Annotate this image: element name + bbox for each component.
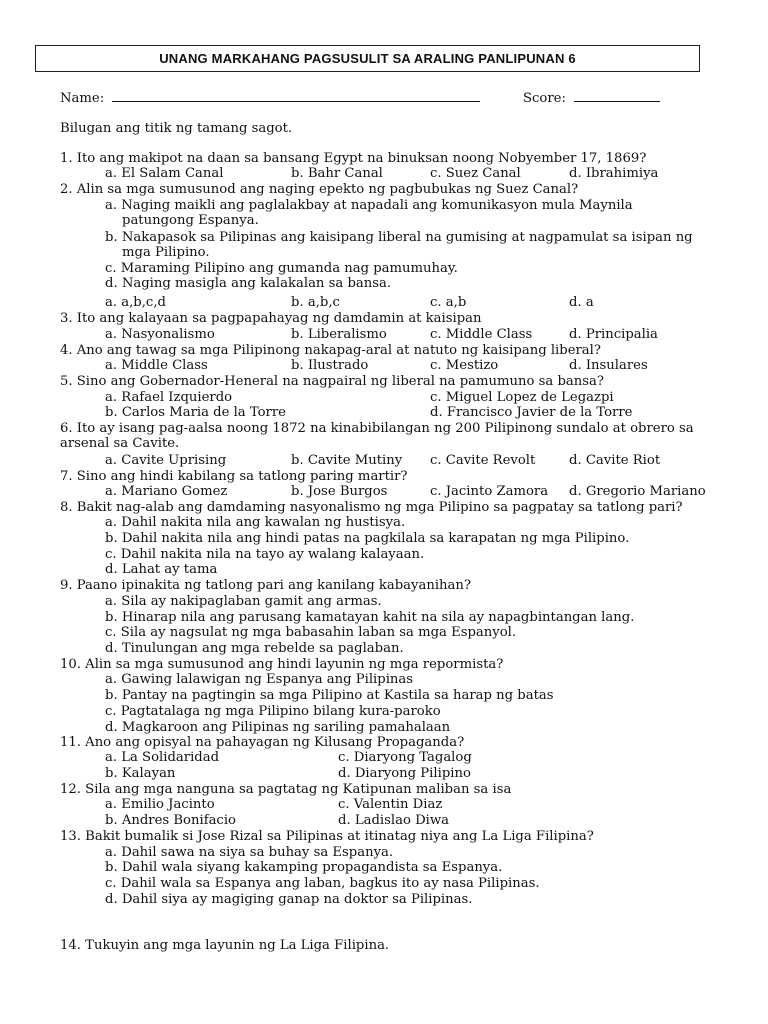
- choice-a[interactable]: a. Emilio Jacinto: [105, 797, 215, 812]
- choice-a[interactable]: a. Cavite Uprising: [105, 453, 227, 468]
- choice-b[interactable]: b. Cavite Mutiny: [291, 453, 403, 468]
- question-11: 11. Ano ang opisyal na pahayagan ng Kilusang Propaganda?: [60, 735, 465, 750]
- choice-b[interactable]: b. Ilustrado: [291, 358, 369, 373]
- choice-d[interactable]: d. Tinulungan ang mga rebelde sa paglaban.: [105, 641, 404, 656]
- option-b: b. Nakapasok sa Pilipinas ang kaisipang liberal na gumising at nagpamulat sa isipan ng: [105, 230, 693, 245]
- choice-b[interactable]: b. a,b,c: [291, 295, 340, 310]
- choice-a[interactable]: a. Gawing lalawigan ng Espanya ang Pilipinas: [105, 672, 414, 687]
- question-7: 7. Sino ang hindi kabilang sa tatlong paring martir?: [60, 469, 408, 484]
- score-blank[interactable]: [574, 89, 660, 102]
- option-d: d. Naging masigla ang kalakalan sa bansa.: [105, 276, 392, 291]
- option-a-cont: patungong Espanya.: [122, 213, 259, 228]
- choice-c[interactable]: c. Middle Class: [430, 327, 533, 342]
- choice-d[interactable]: d. Diaryong Pilipino: [338, 766, 471, 781]
- choice-d[interactable]: d. Insulares: [569, 358, 648, 373]
- choice-a[interactable]: a. La Solidaridad: [105, 750, 220, 765]
- choice-b[interactable]: b. Liberalismo: [291, 327, 387, 342]
- choice-b[interactable]: b. Dahil wala siyang kakamping propagandista sa Espanya.: [105, 860, 503, 875]
- choice-b[interactable]: b. Kalayan: [105, 766, 176, 781]
- choice-b[interactable]: b. Dahil nakita nila ang hindi patas na pagkilala sa karapatan ng mga Pilipino.: [105, 531, 630, 546]
- choice-a[interactable]: a. a,b,c,d: [105, 295, 166, 310]
- choice-d[interactable]: d. Principalia: [569, 327, 658, 342]
- choice-c[interactable]: c. Dahil nakita nila na tayo ay walang kalayaan.: [105, 547, 425, 562]
- instruction: Bilugan ang titik ng tamang sagot.: [60, 121, 293, 136]
- choice-b[interactable]: b. Jose Burgos: [291, 484, 388, 499]
- question-6: 6. Ito ay isang pag-aalsa noong 1872 na kinabibilangan ng 200 Pilipinong sundalo at obrero sa: [60, 421, 694, 436]
- choice-a[interactable]: a. Sila ay nakipaglaban gamit ang armas.: [105, 594, 382, 609]
- option-b-cont: mga Pilipino.: [122, 245, 210, 260]
- question-14: 14. Tukuyin ang mga layunin ng La Liga Filipina.: [60, 938, 390, 953]
- choice-d[interactable]: d. Dahil siya ay magiging ganap na doktor sa Pilipinas.: [105, 892, 473, 907]
- choice-d[interactable]: d. Gregorio Mariano: [569, 484, 706, 499]
- choice-c[interactable]: c. a,b: [430, 295, 467, 310]
- name-label: Name:: [60, 91, 105, 106]
- choice-d[interactable]: d. Cavite Riot: [569, 453, 661, 468]
- choice-a[interactable]: a. Middle Class: [105, 358, 208, 373]
- choice-a[interactable]: a. Dahil sawa na siya sa buhay sa Espanya.: [105, 845, 394, 860]
- question-9: 9. Paano ipinakita ng tatlong pari ang kanilang kabayanihan?: [60, 578, 471, 593]
- question-12: 12. Sila ang mga nanguna sa pagtatag ng Katipunan maliban sa isa: [60, 782, 512, 797]
- choice-a[interactable]: a. Dahil nakita nila ang kawalan ng hustisya.: [105, 515, 406, 530]
- choice-b[interactable]: b. Andres Bonifacio: [105, 813, 236, 828]
- choice-c[interactable]: c. Mestizo: [430, 358, 499, 373]
- choice-a[interactable]: a. Mariano Gomez: [105, 484, 228, 499]
- name-row: [60, 89, 480, 107]
- option-c: c. Maraming Pilipino ang gumanda nag pamumuhay.: [105, 261, 458, 276]
- choice-d[interactable]: d. Lahat ay tama: [105, 562, 218, 577]
- choice-d[interactable]: d. a: [569, 295, 594, 310]
- choice-a[interactable]: a. Nasyonalismo: [105, 327, 215, 342]
- choice-c[interactable]: c. Dahil wala sa Espanya ang laban, bagkus ito ay nasa Pilipinas.: [105, 876, 540, 891]
- choice-c[interactable]: c. Valentin Diaz: [338, 797, 443, 812]
- choice-d[interactable]: d. Ladislao Diwa: [338, 813, 450, 828]
- exam-title: UNANG MARKAHANG PAGSUSULIT SA ARALING PANLIPUNAN 6: [159, 51, 576, 66]
- question-8: 8. Bakit nag-alab ang damdaming nasyonalismo ng mga Pilipino sa pagpatay sa tatlong pari?: [60, 500, 683, 515]
- choice-b[interactable]: b. Carlos Maria de la Torre: [105, 405, 286, 420]
- question-3: 3. Ito ang kalayaan sa pagpapahayag ng damdamin at kaisipan: [60, 311, 482, 326]
- name-blank[interactable]: [112, 89, 480, 102]
- question-5: 5. Sino ang Gobernador-Heneral na nagpairal ng liberal na pamumuno sa bansa?: [60, 374, 604, 389]
- choice-a[interactable]: a. El Salam Canal: [105, 166, 224, 181]
- choice-c[interactable]: c. Jacinto Zamora: [430, 484, 549, 499]
- choice-a[interactable]: a. Rafael Izquierdo: [105, 390, 233, 405]
- choice-c[interactable]: c. Suez Canal: [430, 166, 521, 181]
- question-2: 2. Alin sa mga sumusunod ang naging epekto ng pagbubukas ng Suez Canal?: [60, 182, 579, 197]
- choice-c[interactable]: c. Pagtatalaga ng mga Pilipino bilang kura-paroko: [105, 704, 441, 719]
- choice-c[interactable]: c. Diaryong Tagalog: [338, 750, 472, 765]
- choice-c[interactable]: c. Sila ay nagsulat ng mga babasahin laban sa mga Espanyol.: [105, 625, 517, 640]
- choice-c[interactable]: c. Cavite Revolt: [430, 453, 536, 468]
- choice-b[interactable]: b. Hinarap nila ang parusang kamatayan kahit na sila ay napagbintangan lang.: [105, 610, 635, 625]
- choice-d[interactable]: d. Magkaroon ang Pilipinas ng sariling pamahalaan: [105, 720, 451, 735]
- score-row: [523, 89, 660, 107]
- question-6-cont: arsenal sa Cavite.: [60, 436, 180, 451]
- question-4: 4. Ano ang tawag sa mga Pilipinong nakapag-aral at natuto ng kaisipang liberal?: [60, 343, 601, 358]
- question-1: 1. Ito ang makipot na daan sa bansang Egypt na binuksan noong Nobyember 17, 1869?: [60, 151, 647, 166]
- question-10: 10. Alin sa mga sumusunod ang hindi layunin ng mga repormista?: [60, 657, 504, 672]
- question-13: 13. Bakit bumalik si Jose Rizal sa Pilipinas at itinatag niya ang La Liga Filipina?: [60, 829, 594, 844]
- choice-b[interactable]: b. Bahr Canal: [291, 166, 383, 181]
- option-a: a. Naging maikli ang paglalakbay at napadali ang komunikasyon mula Maynila: [105, 198, 633, 213]
- score-label: Score:: [523, 91, 566, 106]
- choice-b[interactable]: b. Pantay na pagtingin sa mga Pilipino at Kastila sa harap ng batas: [105, 688, 554, 703]
- choice-d[interactable]: d. Ibrahimiya: [569, 166, 659, 181]
- exam-title-box: [35, 45, 700, 72]
- choice-c[interactable]: c. Miguel Lopez de Legazpi: [430, 390, 614, 405]
- choice-d[interactable]: d. Francisco Javier de la Torre: [430, 405, 633, 420]
